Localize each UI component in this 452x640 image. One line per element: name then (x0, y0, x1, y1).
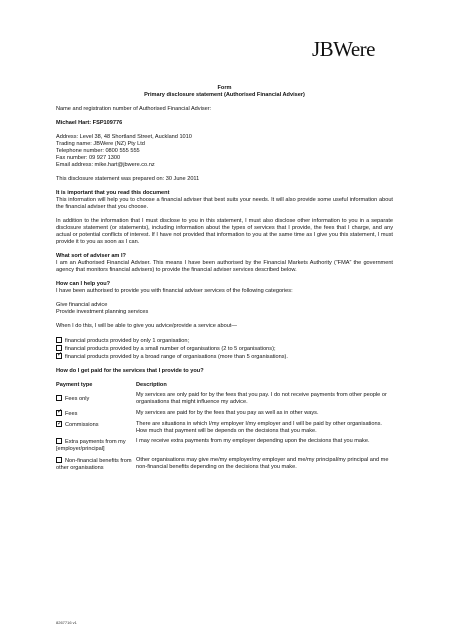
payment-heading: How do I get paid for the services that I provide to you? (56, 367, 204, 374)
contact-phone: Telephone number: 0800 555 555 (56, 147, 140, 154)
jbwere-logo: JBWere (312, 37, 375, 61)
payment-type-checkbox-checked[interactable] (56, 421, 62, 427)
advice-scope-intro: When I do this, I will be able to give you advice/provide a service about— (56, 322, 237, 329)
payment-description-cell: Other organisations may give me/my employer/my employer and me/my principal/my principal and me non-financial benefits depending on the decisions that you make. (136, 456, 389, 470)
contact-address: Address: Level 38, 48 Shortland Street, Auckland 1010 (56, 133, 192, 140)
payment-type-cell: Extra payments from my [employer/principal] (56, 439, 126, 453)
document-code: 8267716 v1 (56, 620, 77, 625)
adviser-sort-heading: What sort of adviser am I? (56, 252, 126, 259)
addition-paragraph: In addition to the information that I must disclose to you in this statement, I must also disclose other information to you in a separate disclosure statement (or statements), including information about the types of services that I provide, the fees that I charge, and any actual or potential conflicts of interest. If I have not provided that information to you at the same time as I give you this statement, I must provide it to you as soon as I can. (56, 217, 393, 245)
help-body: I have been authorised to provide you with financial adviser services of the following categories: (56, 287, 293, 294)
payment-type-header: Payment type (56, 381, 93, 388)
payment-description-header: Description (136, 381, 167, 388)
option-row (56, 345, 393, 353)
payment-description-cell: My services are only paid for by the fees that you pay. I do not receive payments from other people or organisations that might influence my advice. (136, 392, 387, 406)
adviser-sort-body: I am an Authorised Financial Adviser. This means I have been authorised by the Financial Markets Authority (“FMA” the government agency that monitors financial advisers) to provide the financial adviser services described below. (56, 259, 393, 273)
document-title: Primary disclosure statement (Authorised Financial Adviser) (144, 91, 305, 98)
important-heading: It is important that you read this document (56, 189, 170, 196)
payment-type-checkbox[interactable] (56, 438, 62, 444)
option-row (56, 337, 393, 345)
option-checkbox[interactable] (56, 337, 62, 343)
payment-type-cell: Fees only (56, 392, 136, 409)
payment-description-cell: There are situations in which I/my employer I/my employer and I will be paid by other organisations. How much that payment will be depends on the decisions that you make. (136, 420, 382, 434)
payment-type-cell: Non-financial benefits from other organisations (56, 457, 132, 471)
payment-type-checkbox[interactable] (56, 395, 62, 401)
contact-trading-name: Trading name: JBWere (NZ) Pty Ltd (56, 140, 145, 147)
help-heading: How can I help you? (56, 280, 111, 287)
option-checkbox-checked[interactable] (56, 353, 62, 359)
contact-fax: Fax number: 09 927 1300 (56, 154, 121, 161)
service-item: Provide investment planning services (56, 308, 149, 315)
contact-email: Email address: mike.hart@jbwere.co.nz (56, 161, 155, 168)
option-label: financial products provided by a small number of organisations (2 to 5 organisations); (65, 345, 276, 352)
prepared-date: This disclosure statement was prepared on: 30 June 2011 (56, 175, 200, 182)
form-label: Form (217, 85, 232, 91)
option-label: financial products provided by only 1 organisation; (65, 337, 190, 344)
name-registration-label: Name and registration number of Authorised Financial Adviser: (56, 105, 212, 112)
payment-table (56, 382, 393, 476)
option-label: financial products provided by a broad range of organisations (more than 5 organisations). (65, 353, 288, 360)
option-row (56, 353, 393, 361)
payment-type-checkbox[interactable] (56, 457, 62, 463)
payment-type-cell: ✓Commissions (56, 421, 136, 438)
adviser-name: Michael Hart: FSP109776 (56, 119, 123, 126)
payment-type-checkbox-checked[interactable] (56, 410, 62, 416)
payment-description-cell: My services are paid for by the fees that you pay as well as in other ways. (136, 409, 319, 416)
document-body (56, 85, 393, 475)
important-body: This information will help you to choose a financial adviser that best suits your needs. It will also provide some useful information about the financial adviser that you choose. (56, 196, 393, 210)
service-item: Give financial advice (56, 301, 108, 308)
payment-description-cell: I may receive extra payments from my employer depending upon the decisions that you make. (136, 438, 370, 445)
payment-type-cell: ✓Fees (56, 410, 136, 421)
